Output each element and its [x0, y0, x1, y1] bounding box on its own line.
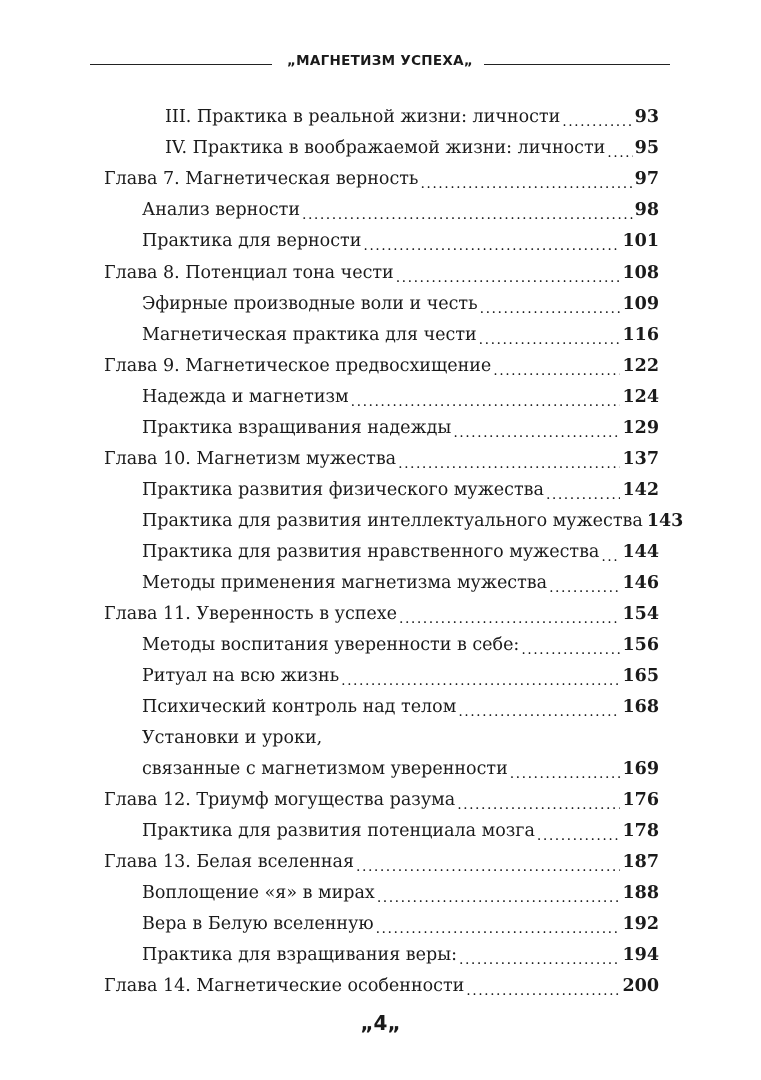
toc-entry [104, 785, 659, 815]
toc-entry-page: 194 [622, 945, 659, 965]
toc-entry-page: 143 [646, 511, 684, 531]
toc-entry-label: Практика для развития потенциала мозга [142, 821, 535, 841]
toc-entry-label: Практика взращивания надежды [142, 418, 452, 438]
toc-entry-page: 192 [622, 914, 659, 934]
dot-leader [351, 382, 621, 412]
toc-entry-label: Глава 12. Триумф могущества разума [104, 790, 456, 810]
toc-entry-label: Воплощение «я» в мирах [142, 883, 375, 903]
toc-entry-first-line [142, 723, 659, 753]
toc-entry-label: Надежда и магнетизм [142, 387, 349, 407]
toc-entry-page: 142 [622, 480, 659, 500]
dot-leader [376, 909, 621, 939]
toc-entry-page: 178 [622, 821, 659, 841]
toc-entry-page: 93 [634, 107, 659, 127]
toc-entry-page: 108 [622, 263, 659, 283]
toc-entry-page: 156 [622, 635, 659, 655]
toc-entry-label: Глава 10. Магнетизм мужества [104, 449, 397, 469]
toc-entry-label: III. Практика в реальной жизни: личности [165, 107, 561, 127]
toc-entry-page: 98 [634, 200, 659, 220]
dot-leader [356, 847, 620, 877]
toc-entry-label: Практика развития физического мужества [142, 480, 544, 500]
dot-leader [453, 413, 620, 443]
dot-leader [399, 599, 620, 629]
dot-leader [510, 754, 621, 784]
toc-entry-label: Практика для развития интеллектуального мужества [142, 511, 643, 531]
toc-entry [142, 661, 659, 691]
dot-leader [420, 164, 632, 194]
dot-leader [537, 816, 621, 846]
toc-entry [142, 568, 659, 598]
toc-entry-page: 176 [622, 790, 659, 810]
dot-leader [601, 537, 620, 567]
dot-leader [521, 630, 620, 660]
dot-leader [549, 568, 620, 598]
toc-entry-label: Ритуал на всю жизнь [142, 666, 340, 686]
toc-entry-label: Глава 13. Белая вселенная [104, 852, 355, 872]
book-title: „МАГНЕТИЗМ УСПЕХА„ [286, 53, 474, 69]
toc-entry-label: Практика для взращивания веры: [142, 945, 458, 965]
toc-entry [142, 878, 659, 908]
dot-leader [398, 444, 620, 474]
toc-entry-page: 122 [622, 356, 659, 376]
dot-leader [363, 226, 620, 256]
toc-entry [165, 102, 659, 132]
dot-leader [396, 258, 621, 288]
dot-leader [607, 133, 632, 163]
toc-entry-label: Глава 7. Магнетическая верность [104, 169, 419, 189]
toc-entry-page: 116 [622, 325, 659, 345]
toc-entry-label: Глава 14. Магнетические особенности [104, 976, 465, 996]
toc-entry-page: 188 [622, 883, 659, 903]
dot-leader [377, 878, 621, 908]
toc-entry [142, 475, 659, 505]
dot-leader [466, 971, 620, 1001]
toc-entry [142, 413, 659, 443]
toc-entry-page: 146 [622, 573, 659, 593]
toc-entry-label: Практика для развития нравственного мужества [142, 542, 600, 562]
toc-entry-label: Практика для верности [142, 231, 362, 251]
toc-entry [142, 506, 684, 536]
toc-entry [104, 599, 659, 629]
toc-entry-page: 109 [622, 294, 659, 314]
toc-entry [142, 289, 659, 319]
toc-entry [142, 630, 659, 660]
dot-leader [480, 289, 621, 319]
dot-leader [341, 661, 620, 691]
toc-entry-page: 187 [622, 852, 659, 872]
toc-entry [142, 940, 659, 970]
toc-entry [142, 320, 659, 350]
toc-entry [142, 692, 659, 722]
toc-entry-page: 137 [622, 449, 659, 469]
toc-entry [142, 909, 659, 939]
toc-entry-page: 124 [622, 387, 659, 407]
dot-leader [493, 351, 620, 381]
toc-entry-page: 165 [622, 666, 659, 686]
header-rule-right [484, 64, 670, 65]
toc-entry [104, 164, 659, 194]
toc-entry [142, 816, 659, 846]
toc-entry-page: 169 [622, 759, 659, 779]
toc-entry-page: 129 [622, 418, 659, 438]
toc-entry [142, 226, 659, 256]
toc-entry [104, 351, 659, 381]
toc-entry [104, 444, 659, 474]
dot-leader [302, 195, 633, 225]
toc-entry-label: связанные с магнетизмом уверенности [142, 759, 508, 779]
toc-entry-page: 168 [622, 697, 659, 717]
toc-entry [104, 971, 659, 1001]
toc-entry-label: Глава 11. Уверенность в успехе [104, 604, 397, 624]
toc-entry-label: Глава 8. Потенциал тона чести [104, 263, 394, 283]
toc-entry-label: Магнетическая практика для чести [142, 325, 477, 345]
page-number: „4„ [360, 1011, 401, 1035]
toc-entry-label: Методы воспитания уверенности в себе: [142, 635, 520, 655]
toc-entry-page: 97 [634, 169, 659, 189]
toc-entry-page: 95 [634, 138, 659, 158]
toc-entry [142, 195, 659, 225]
toc-entry-label: Анализ верности [142, 200, 300, 220]
toc-entry [104, 258, 659, 288]
dot-leader [459, 940, 620, 970]
toc-entry-label: Психический контроль над телом [142, 697, 457, 717]
dot-leader [458, 692, 620, 722]
toc-entry [104, 847, 659, 877]
toc-entry-label: IV. Практика в воображаемой жизни: личности [165, 138, 606, 158]
dot-leader [457, 785, 620, 815]
toc-entry-label: Глава 9. Магнетическое предвосхищение [104, 356, 492, 376]
toc-entry-label: Эфирные производные воли и честь [142, 294, 478, 314]
dot-leader [562, 102, 632, 132]
toc-entry [142, 382, 659, 412]
toc-entry-label: Установки и уроки, [142, 728, 323, 748]
toc-entry-page: 101 [622, 231, 659, 251]
toc-entry-label: Методы применения магнетизма мужества [142, 573, 548, 593]
dot-leader [546, 475, 621, 505]
toc-entry-label: Вера в Белую вселенную [142, 914, 374, 934]
toc-entry [142, 754, 659, 784]
toc-entry [165, 133, 659, 163]
running-header [90, 50, 670, 74]
toc-entry-page: 144 [622, 542, 659, 562]
dot-leader [479, 320, 621, 350]
toc-entry [142, 537, 659, 567]
toc-entry-page: 200 [622, 976, 659, 996]
toc-entry-page: 154 [622, 604, 659, 624]
header-rule-left [90, 64, 272, 65]
